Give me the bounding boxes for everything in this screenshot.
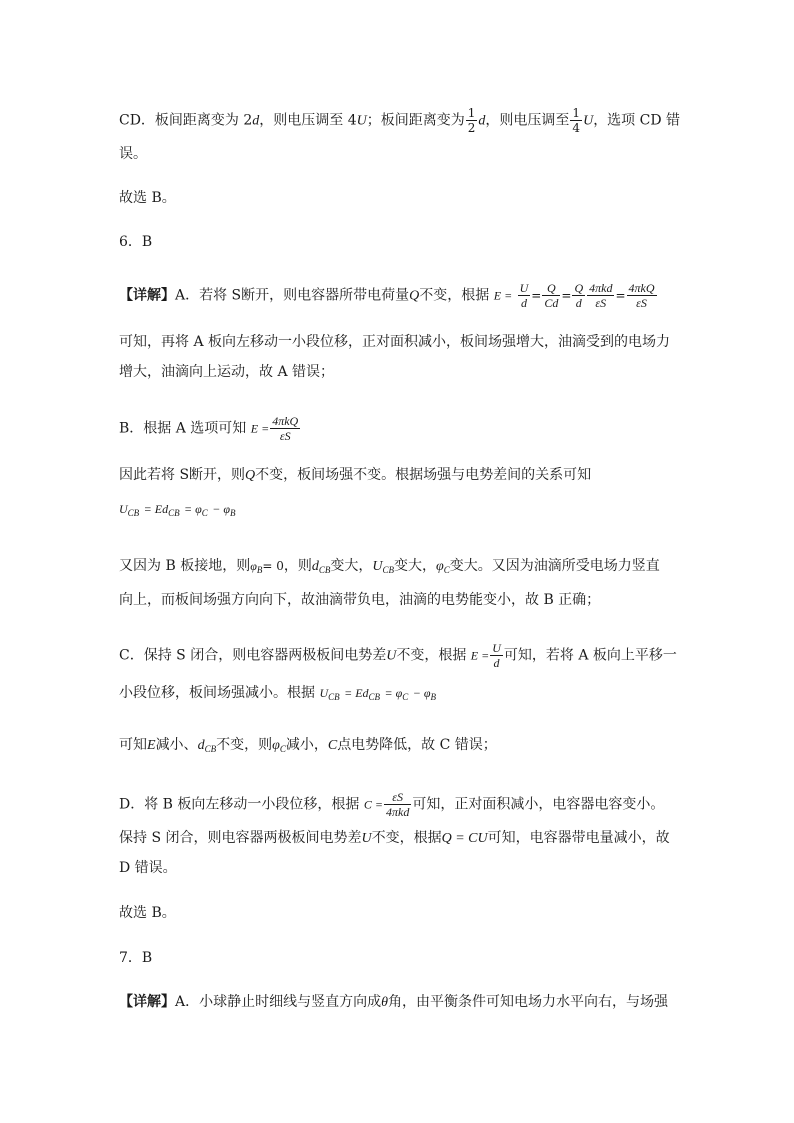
text-span: A．小球静止时细线与竖直方向成 [175, 994, 382, 1010]
math-var: d [197, 738, 205, 753]
frac-num: 1 [467, 106, 476, 120]
text-span: ，则电压调至 [485, 112, 570, 129]
math-var: d [311, 559, 319, 574]
math-sub: CB [127, 508, 140, 518]
text-line: D 错误。 [119, 860, 177, 876]
frac-num: Q [574, 281, 584, 295]
math-sub: CB [382, 565, 395, 575]
math-eq: E = [250, 421, 270, 436]
math-var: C [327, 738, 338, 753]
text-line: 可知，再将 A 板向左移动一小段位移，正对面积减小，板间场强增大，油滴受到的电场力 [119, 334, 671, 350]
text-span: 保持 S 闭合，则电容器两极板间电势差 [119, 830, 362, 846]
math-sub: CB [168, 508, 180, 518]
math-var: E [147, 738, 156, 753]
detail-label: 【详解】 [119, 287, 175, 304]
math-var: U [319, 686, 329, 700]
text-line [119, 106, 680, 135]
math-eq: = φ [184, 502, 202, 516]
math-var: φ [272, 738, 280, 753]
frac-den: d [575, 296, 582, 310]
fraction [542, 281, 560, 310]
frac-num: U [519, 281, 529, 295]
frac-den: 2 [467, 121, 476, 135]
fraction [570, 106, 582, 135]
text-span: 不变，根据 [419, 287, 490, 304]
fraction [627, 281, 657, 310]
math-sub: C [402, 692, 409, 702]
math-sub: B [256, 565, 263, 575]
fraction [587, 281, 614, 310]
frac-num: 4πkQ [628, 281, 655, 295]
math-sub: CB [318, 565, 331, 575]
frac-den: Cd [544, 296, 559, 310]
fraction [490, 641, 503, 670]
text-span: 变大， [330, 558, 373, 574]
text-span: 不变，根据 [396, 647, 467, 664]
text-line [119, 281, 658, 310]
math-eq: = [561, 288, 572, 303]
text-span: ，则电压调至 4 [259, 112, 357, 129]
detail-label: 【详解】 [119, 994, 175, 1010]
text-span: 点电势降低，故 C 错误； [337, 737, 497, 753]
frac-num: U [492, 641, 501, 655]
math-eq: = [531, 288, 542, 303]
text-line: 故选 B。 [119, 190, 176, 206]
math-eq: = Ed [143, 502, 169, 516]
math-eq: = Ed [344, 686, 369, 700]
frac-den: εS [636, 296, 647, 310]
frac-num: Q [542, 281, 560, 296]
text-span: ；板间距离变为 [366, 112, 465, 129]
math-sub: CB [368, 692, 381, 702]
math-sub: B [430, 692, 436, 702]
math-eq: = [615, 288, 626, 303]
text-span: 可知 [119, 737, 147, 753]
fraction [270, 414, 300, 443]
fraction [466, 106, 478, 135]
text-span: ，选项 CD 错 [593, 112, 681, 129]
math-var: θ [381, 995, 389, 1010]
text-span: 又因为 B 板接地，则 [119, 558, 251, 574]
text-span: 小段位移，板间场强减小。根据 [119, 685, 315, 701]
math-var: U [583, 113, 594, 129]
text-span: 可知，正对面积减小，电容器电容变小。 [412, 796, 665, 813]
math-eq: E = [470, 648, 490, 663]
text-span: 减小、 [155, 737, 198, 753]
math-eq: E = [493, 288, 513, 303]
math-eq: = 0 [262, 559, 284, 573]
text-span: CD．板间距离变为 2 [119, 112, 253, 129]
math-var: U [372, 559, 383, 574]
fraction [572, 281, 585, 310]
frac-num: εS [384, 790, 411, 805]
math-var: φ [436, 559, 444, 574]
math-var: U [356, 113, 367, 129]
math-eq: Q = CU [441, 831, 488, 846]
text-span: 不变，根据 [371, 830, 442, 846]
text-span: D．将 B 板向左移动一小段位移，根据 [119, 796, 360, 813]
question-number: 7．B [119, 950, 153, 966]
text-span: 减小， [285, 737, 328, 753]
text-line: 向上，而板间场强方向向下，故油滴带负电，油滴的电势能变小，故 B 正确； [119, 592, 601, 608]
text-span: 变大， [394, 558, 437, 574]
frac-den: εS [279, 429, 291, 443]
text-line [119, 992, 668, 1013]
text-span: ，则 [283, 558, 312, 574]
math-sub: CB [204, 744, 217, 754]
frac-den: d [520, 296, 527, 310]
math-var: U [119, 502, 128, 516]
math-sub: C [279, 744, 286, 754]
text-span: 可知，电容器带电量减小，故 [487, 830, 670, 846]
math-eq: − φ [412, 686, 431, 700]
math-var: Q [409, 288, 420, 304]
text-line [119, 735, 497, 759]
text-span: 不变，则 [216, 737, 273, 753]
math-sub: C [443, 565, 450, 575]
text-line [119, 556, 660, 580]
fraction [518, 281, 531, 310]
math-eq: = φ [384, 686, 403, 700]
frac-den: εS [595, 296, 607, 310]
math-sub: CB [328, 692, 340, 702]
frac-num: 4πkQ [272, 414, 299, 428]
frac-den: 4 [572, 121, 581, 135]
text-span: B．根据 A 选项可知 [119, 420, 247, 437]
text-span: 变大。又因为油滴所受电场力竖直 [449, 558, 660, 574]
math-eq: − φ [212, 502, 231, 516]
math-var: U [361, 831, 372, 846]
math-var: U [386, 648, 397, 664]
frac-den: d [493, 656, 500, 670]
text-line: 增大，油滴向上运动，故 A 错误； [119, 364, 335, 380]
math-eq: C = [363, 797, 383, 812]
math-var: φ [250, 559, 257, 573]
text-span: 因此若将 S断开，则 [119, 467, 246, 483]
equation-line [119, 499, 236, 523]
frac-num: 1 [572, 106, 581, 120]
text-span: 不变，板间场强不变。根据场强与电势差间的关系可知 [255, 467, 592, 483]
text-line [119, 828, 670, 849]
text-span: C．保持 S 闭合，则电容器两极板间电势差 [119, 647, 387, 664]
math-sub: B [230, 508, 236, 518]
math-var: Q [245, 468, 256, 483]
fraction [384, 790, 411, 819]
frac-num: 4πkd [589, 281, 613, 295]
text-span: 可知，若将 A 板向上平移一 [503, 647, 677, 664]
math-sub: C [201, 508, 208, 518]
frac-den: 4πkd [385, 805, 410, 819]
text-line [119, 790, 664, 819]
text-span: 角，由平衡条件可知电场力水平向右，与场强 [388, 994, 669, 1010]
math-var: d [478, 113, 486, 129]
text-line [119, 414, 301, 443]
text-line [119, 641, 677, 670]
text-line: 故选 B。 [119, 905, 176, 921]
question-number: 6．B [119, 234, 153, 250]
text-line: 误。 [119, 146, 147, 162]
text-span: A．若将 S断开，则电容器所带电荷量 [175, 287, 410, 304]
text-line [119, 465, 591, 486]
text-line [119, 683, 436, 707]
math-var: d [252, 113, 260, 129]
